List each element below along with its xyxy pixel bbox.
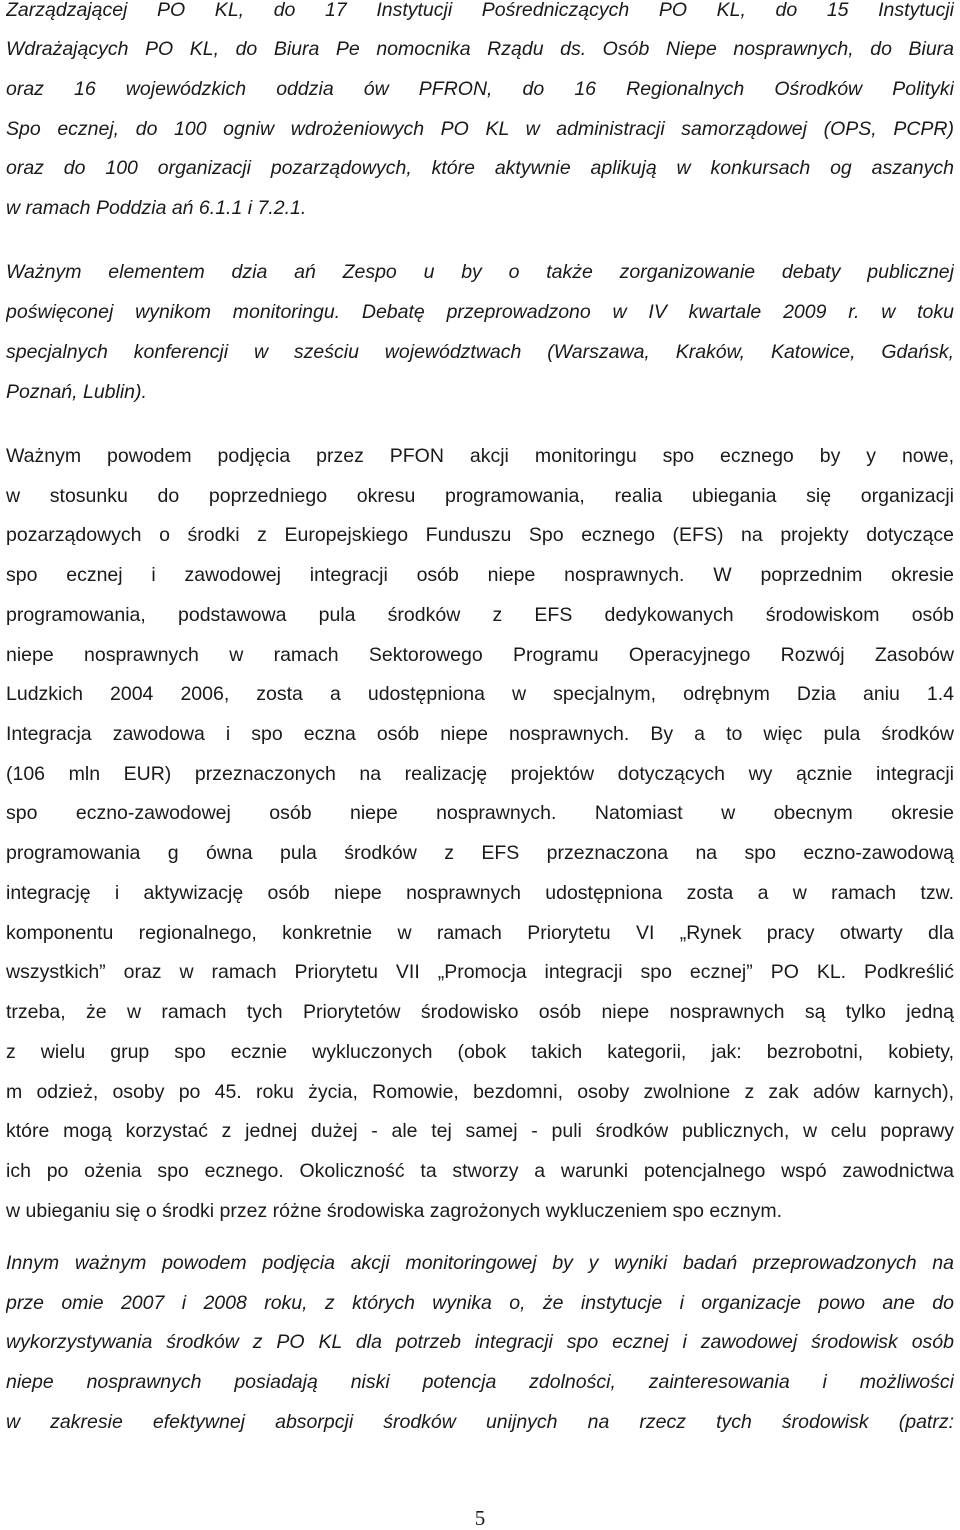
text-line: Ludzkich 2004 2006, zosta a udostępniona w specjalnym, odrębnym Dzia aniu 1.4: [6, 683, 954, 705]
text-line: niepe nosprawnych w ramach Sektorowego Programu Operacyjnego Rozwój Zasobów: [6, 644, 954, 666]
text-line: w ramach Poddzia ań 6.1.1 i 7.2.1.: [6, 197, 307, 219]
text-line: Ważnym powodem podjęcia przez PFON akcji monitoringu spo ecznego by y nowe,: [6, 445, 954, 467]
text-line: Wdrażających PO KL, do Biura Pe nomocnika Rządu ds. Osób Niepe nosprawnych, do Biura: [6, 38, 954, 60]
text-line: Integracja zawodowa i spo eczna osób niepe nosprawnych. By a to więc pula środków: [6, 723, 954, 745]
page-number: 5: [474, 1506, 486, 1530]
text-line: programowania, podstawowa pula środków z EFS dedykowanych środowiskom osób: [6, 604, 954, 626]
text-line: m odzież, osoby po 45. roku życia, Romowie, bezdomni, osoby zwolnione z zak adów karnych),: [6, 1081, 954, 1103]
text-line: Poznań, Lublin).: [6, 381, 147, 403]
text-line: integrację i aktywizację osób niepe nosprawnych udostępniona zosta a w ramach tzw.: [6, 882, 954, 904]
text-line: spo eczno-zawodowej osób niepe nosprawnych. Natomiast w obecnym okresie: [6, 802, 954, 824]
text-line: programowania g ówna pula środków z EFS przeznaczona na spo eczno-zawodową: [6, 842, 954, 864]
text-line: komponentu regionalnego, konkretnie w ramach Priorytetu VI „Rynek pracy otwarty dla: [6, 922, 954, 944]
text-line: Innym ważnym powodem podjęcia akcji monitoringowej by y wyniki badań przeprowadzonych na: [6, 1252, 954, 1274]
text-line: ich po ożenia spo ecznego. Okoliczność ta stworzy a warunki potencjalnego wspó zawodnictwa: [6, 1160, 954, 1182]
text-line: prze omie 2007 i 2008 roku, z których wynika o, że instytucje i organizacje powo ane do: [6, 1292, 954, 1314]
text-line: w ubieganiu się o środki przez różne środowiska zagrożonych wykluczeniem spo ecznym.: [6, 1200, 783, 1222]
text-line: z wielu grup spo ecznie wykluczonych (obok takich kategorii, jak: bezrobotni, kobiety,: [6, 1041, 954, 1063]
text-line: wszystkich” oraz w ramach Priorytetu VII „Promocja integracji spo ecznej” PO KL. Podkreślić: [6, 961, 954, 983]
text-line: Ważnym elementem dzia ań Zespo u by o także zorganizowanie debaty publicznej: [6, 261, 954, 283]
text-line: spo ecznej i zawodowej integracji osób niepe nosprawnych. W poprzednim okresie: [6, 564, 954, 586]
text-line: które mogą korzystać z jednej dużej - ale tej samej - puli środków publicznych, w celu poprawy: [6, 1120, 954, 1142]
text-line: trzeba, że w ramach tych Priorytetów środowisko osób niepe nosprawnych są tylko jedną: [6, 1001, 954, 1023]
text-line: niepe nosprawnych posiadają niski potencja zdolności, zainteresowania i możliwości: [6, 1371, 954, 1393]
text-line: w zakresie efektywnej absorpcji środków unijnych na rzecz tych środowisk (patrz:: [6, 1411, 954, 1433]
text-line: w stosunku do poprzedniego okresu programowania, realia ubiegania się organizacji: [6, 485, 954, 507]
text-line: specjalnych konferencji w sześciu województwach (Warszawa, Kraków, Katowice, Gdańsk,: [6, 341, 954, 363]
text-line: Spo ecznej, do 100 ogniw wdrożeniowych PO KL w administracji samorządowej (OPS, PCPR): [6, 118, 954, 140]
text-line: oraz do 100 organizacji pozarządowych, które aktywnie aplikują w konkursach og aszanych: [6, 157, 954, 179]
text-line: oraz 16 wojewódzkich oddzia ów PFRON, do 16 Regionalnych Ośrodków Polityki: [6, 78, 954, 100]
text-line: Zarządzającej PO KL, do 17 Instytucji Pośredniczących PO KL, do 15 Instytucji: [6, 0, 954, 21]
text-line: poświęconej wynikom monitoringu. Debatę przeprowadzono w IV kwartale 2009 r. w toku: [6, 301, 954, 323]
text-line: wykorzystywania środków z PO KL dla potrzeb integracji spo ecznej i zawodowej środowisk osób: [6, 1331, 954, 1353]
text-line: pozarządowych o środki z Europejskiego Funduszu Spo ecznego (EFS) na projekty dotyczące: [6, 524, 954, 546]
text-line: (106 mln EUR) przeznaczonych na realizację projektów dotyczących wy ącznie integracji: [6, 763, 954, 785]
